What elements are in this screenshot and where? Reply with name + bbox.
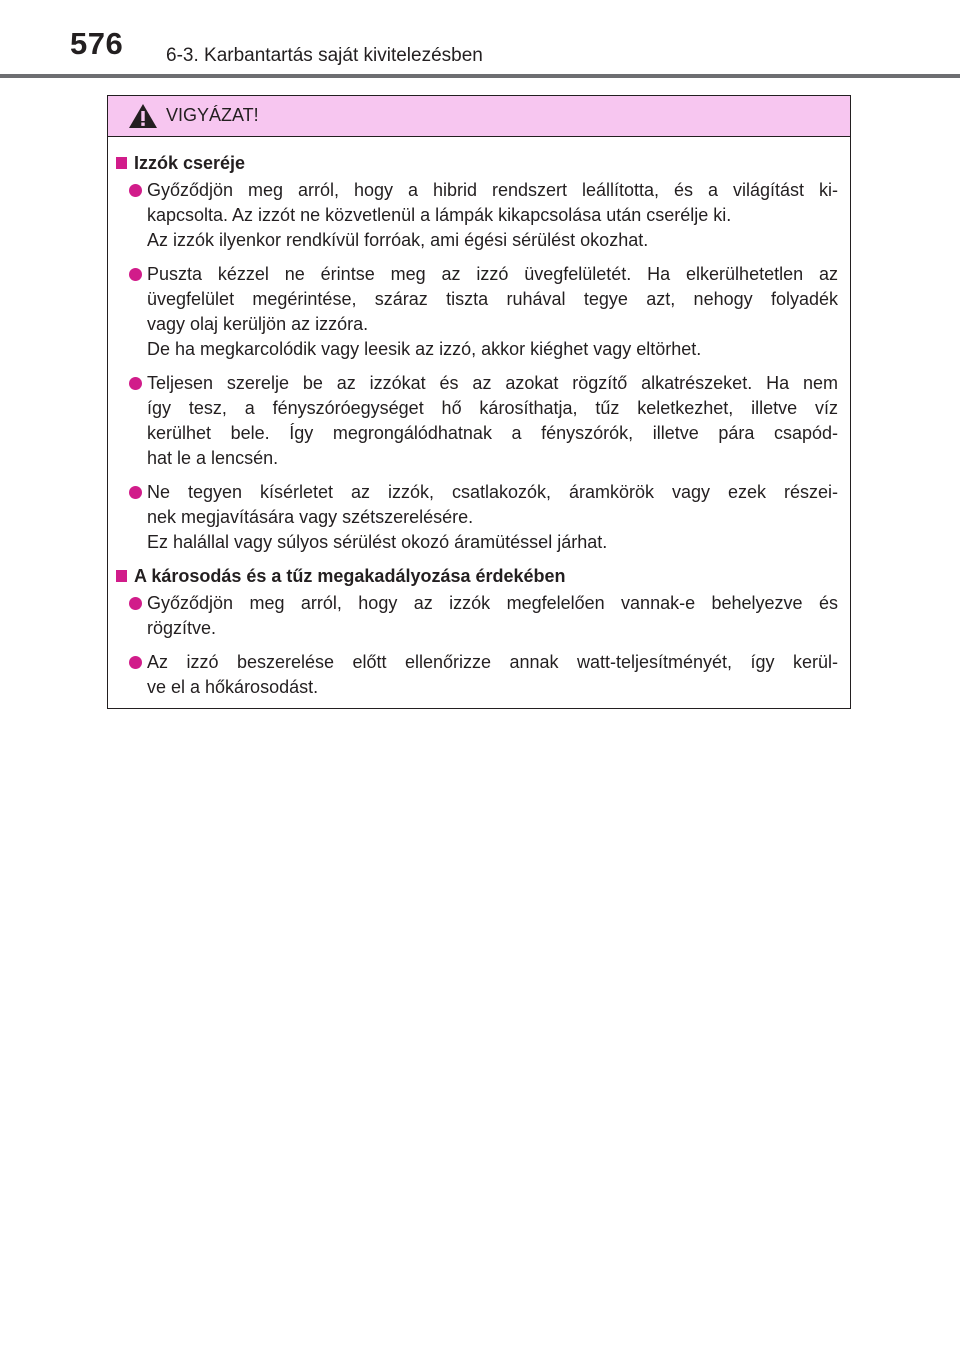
circle-bullet-icon (129, 486, 142, 499)
text-line: Ne tegyen kísérletet az izzók, csatlakozók, áramkörök vagy ezek részei- (147, 482, 838, 502)
text-line: üvegfelület megérintése, száraz tiszta ruhával tegye azt, nehogy folyadék (147, 289, 838, 309)
text-line-extra: De ha megkarcolódik vagy leesik az izzó, akkor kiéghet vagy eltörhet. (147, 339, 702, 359)
page-number: 576 (70, 26, 124, 61)
circle-bullet-icon (129, 656, 142, 669)
text-line: így tesz, a fényszóróegységet hő károsíthatja, tűz keletkezhet, illetve víz (147, 398, 838, 418)
page-header (0, 0, 960, 78)
text-line: hat le a lencsén. (147, 448, 279, 468)
section-heading-text: A károsodás és a tűz megakadályozása érdekében (134, 566, 566, 586)
circle-bullet-icon (129, 184, 142, 197)
text-line-extra: Az izzók ilyenkor rendkívül forróak, ami égési sérülést okozhat. (147, 230, 649, 250)
warning-header (108, 96, 850, 137)
section-title: 6-3. Karbantartás saját kivitelezésben (166, 45, 483, 66)
text-line: kapcsolta. Az izzót ne közvetlenül a lámpák kikapcsolása után cserélje ki. (147, 205, 732, 225)
circle-bullet-icon (129, 597, 142, 610)
text-line: Győződjön meg arról, hogy az izzók megfelelően vannak-e behelyezve és (147, 593, 838, 613)
section-heading-text: Izzók cseréje (134, 153, 246, 173)
square-bullet-icon (116, 570, 127, 582)
section-heading (116, 564, 838, 589)
list-item (116, 371, 838, 471)
warning-box (107, 95, 851, 709)
text-line: Puszta kézzel ne érintse meg az izzó üvegfelületét. Ha elkerülhetetlen az (147, 264, 838, 284)
list-item (116, 591, 838, 641)
text-line: Az izzó beszerelése előtt ellenőrizze annak watt-teljesítményét, így kerül- (147, 652, 838, 672)
list-item (116, 178, 838, 253)
warning-title: VIGYÁZAT! (166, 105, 259, 125)
text-line: vagy olaj kerüljön az izzóra. (147, 314, 369, 334)
text-line: Győződjön meg arról, hogy a hibrid rendszert leállította, és a világítást ki- (147, 180, 838, 200)
circle-bullet-icon (129, 377, 142, 390)
text-line-extra: Ez halállal vagy súlyos sérülést okozó áramütéssel járhat. (147, 532, 608, 552)
list-item (116, 650, 838, 700)
warning-body (108, 137, 850, 700)
list-item-text (147, 371, 838, 471)
section-heading (116, 151, 838, 176)
list-item-text (147, 650, 838, 700)
header-rule (0, 74, 960, 78)
text-line: kerülhet bele. Így megrongálódhatnak a fényszórók, illetve pára csapód- (147, 423, 838, 443)
list-item-text (147, 591, 838, 641)
text-line: Teljesen szerelje be az izzókat és az azokat rögzítő alkatrészeket. Ha nem (147, 373, 838, 393)
list-item-text (147, 178, 838, 253)
square-bullet-icon (116, 157, 127, 169)
circle-bullet-icon (129, 268, 142, 281)
list-item-text (147, 262, 838, 362)
list-item (116, 262, 838, 362)
text-line: rögzítve. (147, 618, 217, 638)
list-item (116, 480, 838, 555)
text-line: ve el a hőkárosodást. (147, 677, 319, 697)
warning-triangle-icon (128, 103, 158, 129)
list-item-text (147, 480, 838, 555)
text-line: nek megjavítására vagy szétszerelésére. (147, 507, 474, 527)
